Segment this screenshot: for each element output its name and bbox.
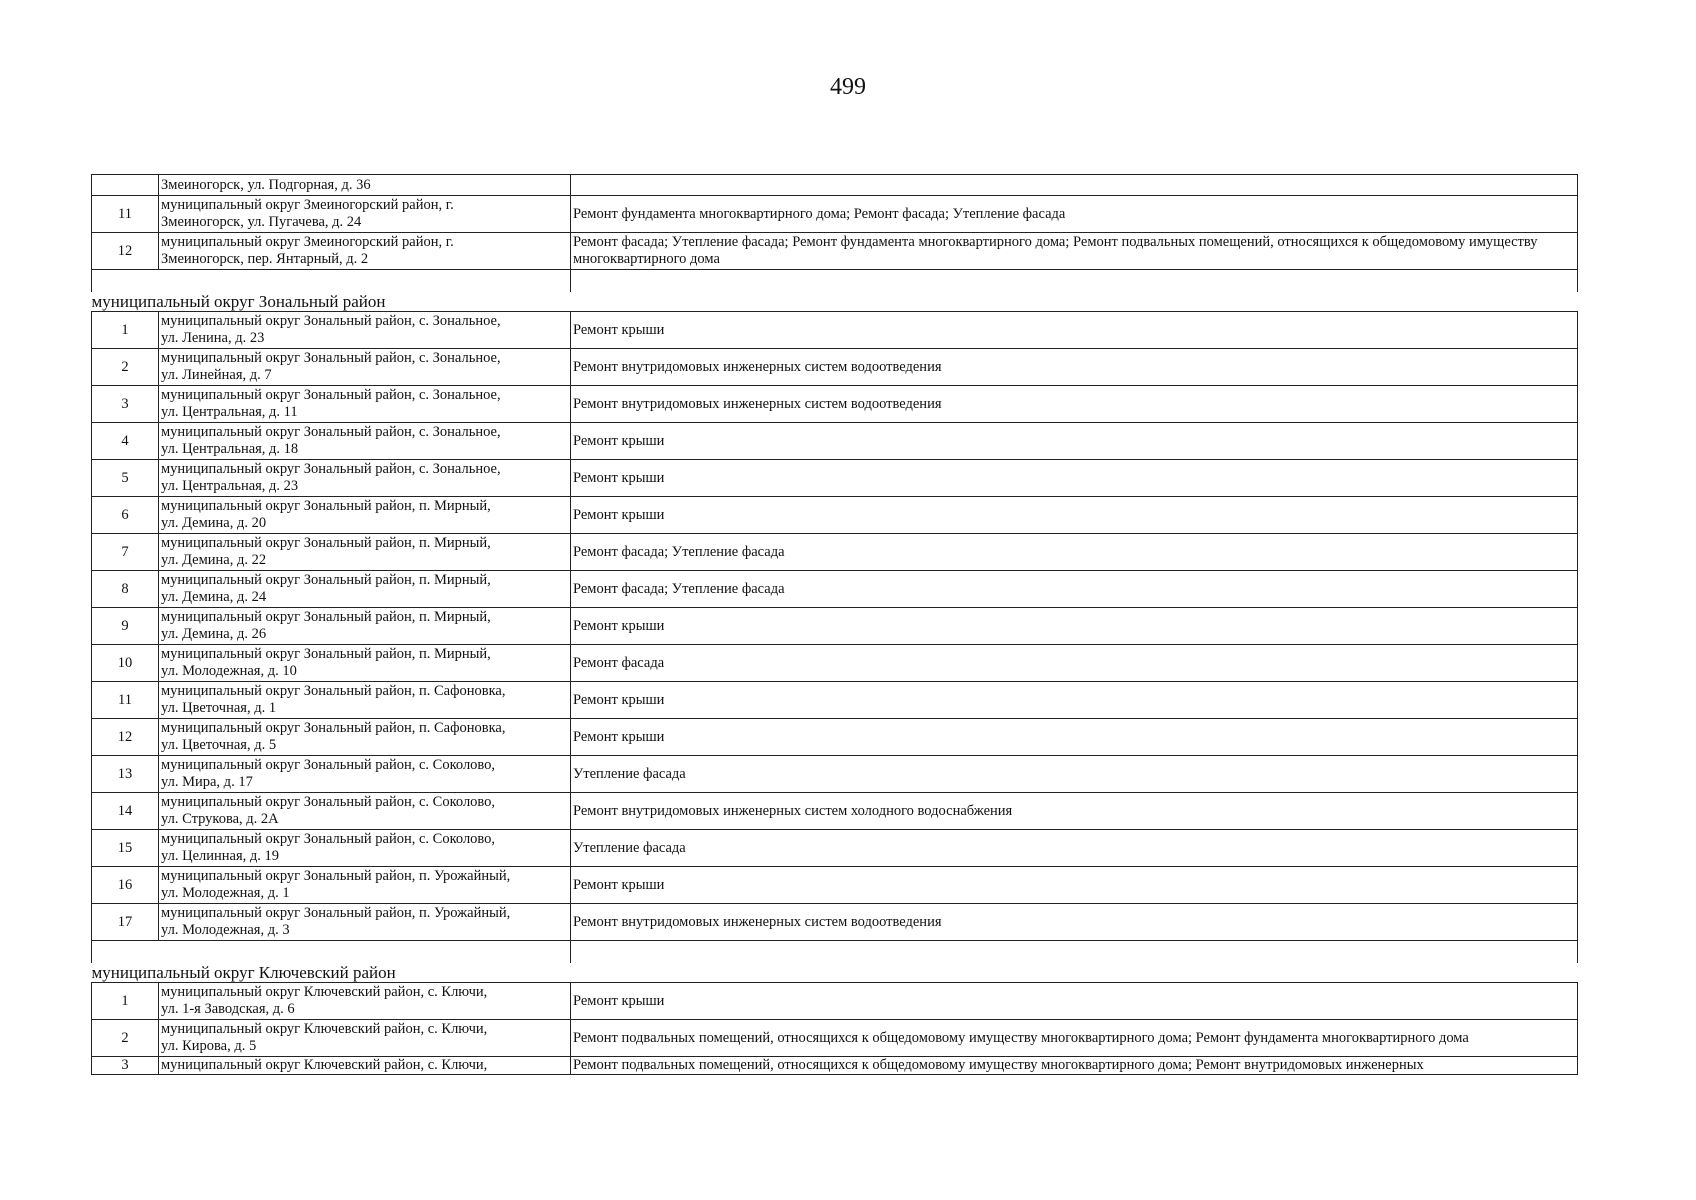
section-title: муниципальный округ Ключевский район <box>92 963 1578 983</box>
table-row <box>92 756 1578 793</box>
table-row <box>92 233 1578 270</box>
spacer-cell <box>571 270 1578 293</box>
row-work: Утепление фасада <box>571 830 1578 867</box>
row-work <box>571 175 1578 196</box>
spacer-row <box>92 270 1578 293</box>
table-row <box>92 196 1578 233</box>
row-address: муниципальный округ Зональный район, п. Мирный, ул. Демина, д. 22 <box>159 534 571 571</box>
spacer-cell <box>571 941 1578 964</box>
table-row <box>92 386 1578 423</box>
table-row <box>92 867 1578 904</box>
table-row <box>92 682 1578 719</box>
table-row <box>92 1020 1578 1057</box>
row-number <box>92 175 159 196</box>
table-row <box>92 830 1578 867</box>
row-address: муниципальный округ Зональный район, п. Мирный, ул. Демина, д. 20 <box>159 497 571 534</box>
table-row <box>92 175 1578 196</box>
row-address: муниципальный округ Зональный район, п. Мирный, ул. Демина, д. 26 <box>159 608 571 645</box>
row-address: муниципальный округ Ключевский район, с. Ключи, ул. Кирова, д. 5 <box>159 1020 571 1057</box>
row-work: Ремонт крыши <box>571 682 1578 719</box>
row-number: 5 <box>92 460 159 497</box>
repair-table <box>91 174 1578 1075</box>
table-row <box>92 645 1578 682</box>
row-work: Ремонт внутридомовых инженерных систем водоотведения <box>571 349 1578 386</box>
row-work: Ремонт внутридомовых инженерных систем холодного водоснабжения <box>571 793 1578 830</box>
table-row <box>92 497 1578 534</box>
row-number: 8 <box>92 571 159 608</box>
row-work: Ремонт крыши <box>571 983 1578 1020</box>
table-row <box>92 904 1578 941</box>
row-work: Ремонт крыши <box>571 608 1578 645</box>
row-number: 2 <box>92 349 159 386</box>
row-number: 3 <box>92 1057 159 1075</box>
row-address: муниципальный округ Зональный район, п. Урожайный, ул. Молодежная, д. 1 <box>159 867 571 904</box>
row-number: 7 <box>92 534 159 571</box>
row-number: 1 <box>92 983 159 1020</box>
section-row <box>92 292 1578 312</box>
row-number: 14 <box>92 793 159 830</box>
section-row <box>92 963 1578 983</box>
row-work: Ремонт фасада; Утепление фасада <box>571 534 1578 571</box>
row-work: Ремонт фундамента многоквартирного дома; Ремонт фасада; Утепление фасада <box>571 196 1578 233</box>
spacer-cell <box>92 941 571 964</box>
row-number: 17 <box>92 904 159 941</box>
row-work: Ремонт крыши <box>571 867 1578 904</box>
row-number: 2 <box>92 1020 159 1057</box>
row-work: Ремонт внутридомовых инженерных систем водоотведения <box>571 904 1578 941</box>
page-number: 499 <box>830 74 866 100</box>
row-number: 3 <box>92 386 159 423</box>
row-address: муниципальный округ Змеиногорский район, г. Змеиногорск, пер. Янтарный, д. 2 <box>159 233 571 270</box>
row-work: Ремонт подвальных помещений, относящихся к общедомовому имуществу многоквартирного дома; Ремонт фундамента многоквартирного дома <box>571 1020 1578 1057</box>
table-row <box>92 423 1578 460</box>
row-address: Змеиногорск, ул. Подгорная, д. 36 <box>159 175 571 196</box>
row-address: муниципальный округ Зональный район, с. Зональное, ул. Ленина, д. 23 <box>159 312 571 349</box>
row-work: Ремонт фасада <box>571 645 1578 682</box>
row-number: 6 <box>92 497 159 534</box>
table-row <box>92 983 1578 1020</box>
row-work: Ремонт внутридомовых инженерных систем водоотведения <box>571 386 1578 423</box>
row-work: Ремонт подвальных помещений, относящихся к общедомовому имуществу многоквартирного дома; Ремонт внутридомовых инженерных <box>571 1057 1578 1075</box>
row-number: 12 <box>92 233 159 270</box>
row-work: Ремонт крыши <box>571 423 1578 460</box>
row-work: Ремонт крыши <box>571 312 1578 349</box>
table-row <box>92 1057 1578 1075</box>
row-address: муниципальный округ Зональный район, с. Зональное, ул. Линейная, д. 7 <box>159 349 571 386</box>
row-number: 11 <box>92 682 159 719</box>
row-address: муниципальный округ Зональный район, с. Зональное, ул. Центральная, д. 23 <box>159 460 571 497</box>
row-work: Ремонт крыши <box>571 719 1578 756</box>
row-address: муниципальный округ Зональный район, с. Соколово, ул. Струкова, д. 2А <box>159 793 571 830</box>
row-number: 4 <box>92 423 159 460</box>
row-address: муниципальный округ Змеиногорский район, г. Змеиногорск, ул. Пугачева, д. 24 <box>159 196 571 233</box>
row-work: Ремонт крыши <box>571 460 1578 497</box>
row-number: 12 <box>92 719 159 756</box>
row-number: 1 <box>92 312 159 349</box>
row-address: муниципальный округ Зональный район, п. Сафоновка, ул. Цветочная, д. 1 <box>159 682 571 719</box>
row-work: Ремонт крыши <box>571 497 1578 534</box>
row-work: Утепление фасада <box>571 756 1578 793</box>
table-row <box>92 608 1578 645</box>
row-address: муниципальный округ Зональный район, с. Зональное, ул. Центральная, д. 18 <box>159 423 571 460</box>
table-row <box>92 349 1578 386</box>
table-row <box>92 534 1578 571</box>
table-row <box>92 460 1578 497</box>
row-address: муниципальный округ Зональный район, п. Мирный, ул. Молодежная, д. 10 <box>159 645 571 682</box>
row-work: Ремонт фасада; Утепление фасада <box>571 571 1578 608</box>
row-address: муниципальный округ Зональный район, п. Мирный, ул. Демина, д. 24 <box>159 571 571 608</box>
table-row <box>92 719 1578 756</box>
row-number: 11 <box>92 196 159 233</box>
row-address: муниципальный округ Ключевский район, с. Ключи, <box>159 1057 571 1075</box>
row-number: 10 <box>92 645 159 682</box>
table-row <box>92 312 1578 349</box>
row-address: муниципальный округ Зональный район, с. Соколово, ул. Целинная, д. 19 <box>159 830 571 867</box>
table-row <box>92 571 1578 608</box>
row-address: муниципальный округ Ключевский район, с. Ключи, ул. 1-я Заводская, д. 6 <box>159 983 571 1020</box>
row-address: муниципальный округ Зональный район, с. Зональное, ул. Центральная, д. 11 <box>159 386 571 423</box>
row-address: муниципальный округ Зональный район, с. Соколово, ул. Мира, д. 17 <box>159 756 571 793</box>
table-row <box>92 793 1578 830</box>
row-address: муниципальный округ Зональный район, п. Сафоновка, ул. Цветочная, д. 5 <box>159 719 571 756</box>
spacer-row <box>92 941 1578 964</box>
row-number: 16 <box>92 867 159 904</box>
row-number: 15 <box>92 830 159 867</box>
spacer-cell <box>92 270 571 293</box>
row-number: 13 <box>92 756 159 793</box>
row-work: Ремонт фасада; Утепление фасада; Ремонт фундамента многоквартирного дома; Ремонт подвальных помещений, относящихся к общедомовому имуществу многоквартирного дома <box>571 233 1578 270</box>
row-number: 9 <box>92 608 159 645</box>
section-title: муниципальный округ Зональный район <box>92 292 1578 312</box>
row-address: муниципальный округ Зональный район, п. Урожайный, ул. Молодежная, д. 3 <box>159 904 571 941</box>
